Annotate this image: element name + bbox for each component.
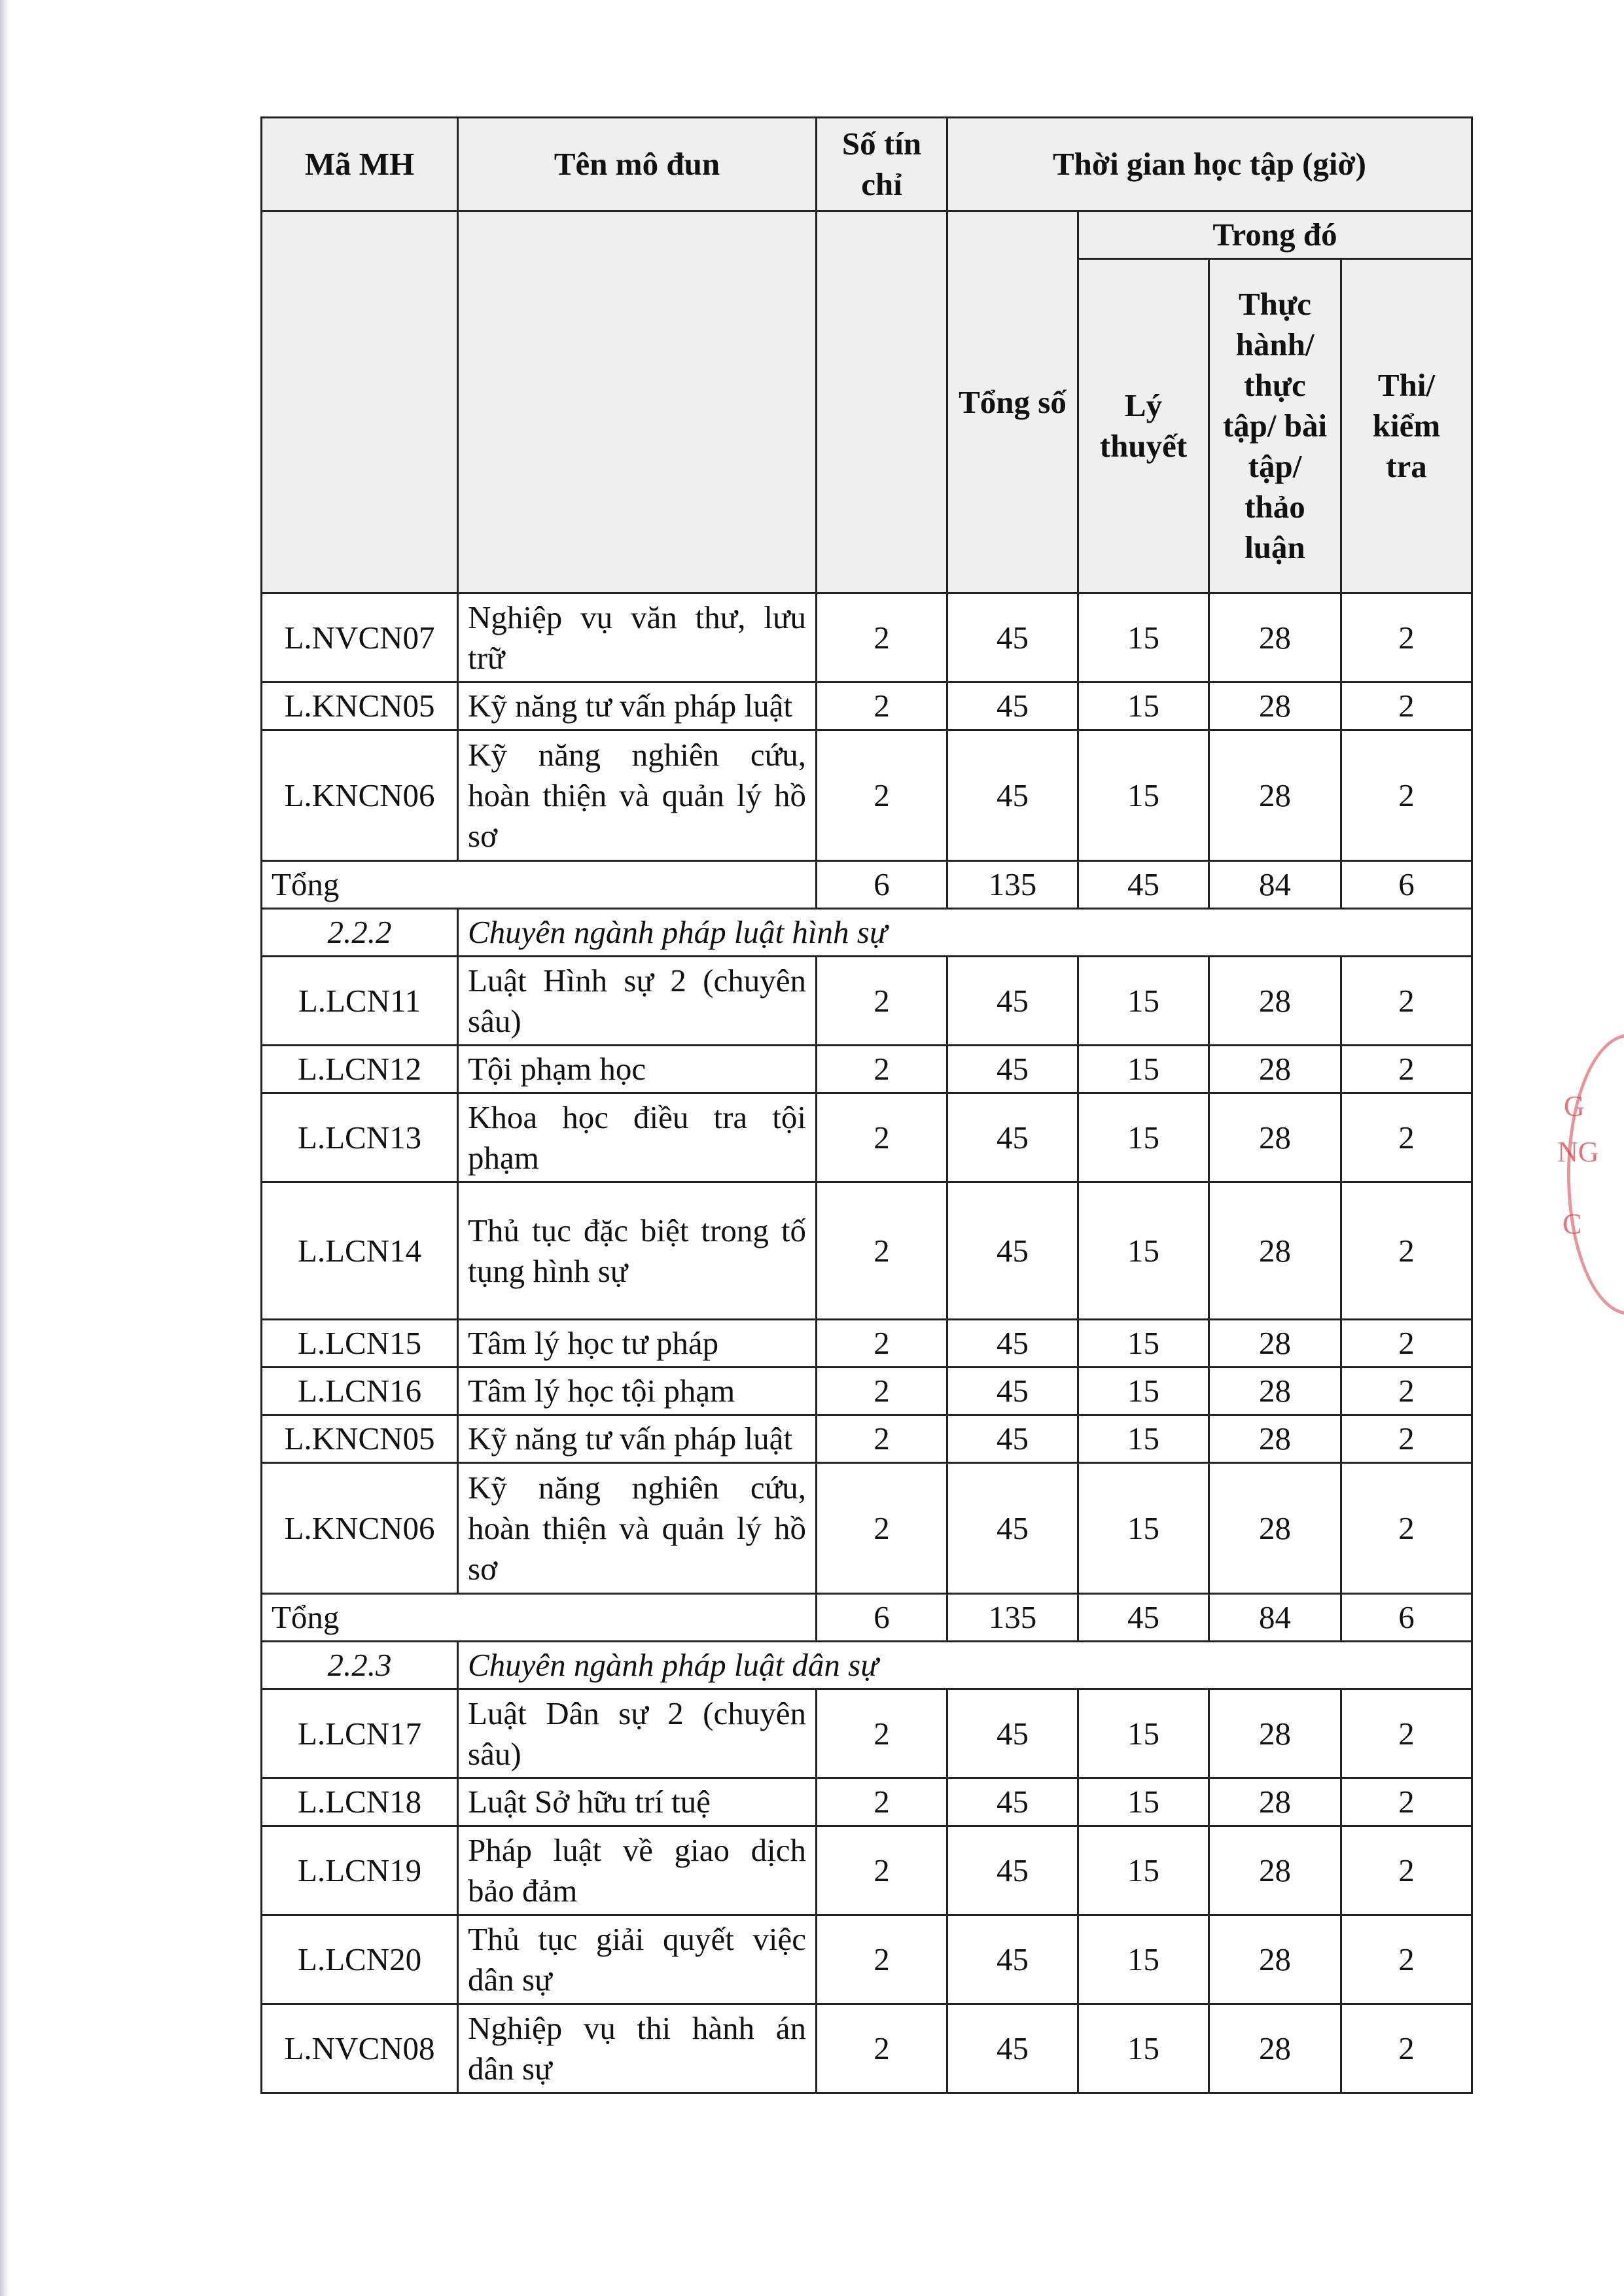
course-total-hours: 45 [947, 1093, 1078, 1182]
course-code: L.LCN15 [262, 1320, 458, 1368]
table-row [262, 1320, 1472, 1368]
course-code: L.LCN13 [262, 1093, 458, 1182]
course-credits: 2 [817, 1463, 947, 1594]
course-name: Tâm lý học tư pháp [458, 1320, 817, 1368]
course-theory-hours: 15 [1078, 1046, 1209, 1093]
course-code: L.LCN11 [262, 957, 458, 1046]
course-exam-hours: 2 [1341, 1415, 1472, 1463]
course-name: Luật Hình sự 2 (chuyên sâu) [458, 957, 817, 1046]
course-credits: 2 [817, 593, 947, 682]
course-code: L.LCN16 [262, 1368, 458, 1415]
table-row [262, 1463, 1472, 1594]
table-row [262, 1689, 1472, 1778]
course-credits: 2 [817, 1368, 947, 1415]
course-theory-hours: 15 [1078, 593, 1209, 682]
course-credits: 2 [817, 730, 947, 861]
table-row [262, 1046, 1472, 1093]
course-total-hours: 45 [947, 1915, 1078, 2004]
header-so-tin-chi: Số tín chỉ [817, 118, 947, 211]
course-name: Kỹ năng nghiên cứu, hoàn thiện và quản lý hồ sơ [458, 1463, 817, 1594]
section-title: Chuyên ngành pháp luật hình sự [458, 909, 1472, 957]
header-blank-code [262, 211, 458, 593]
header-ly-thuyet: Lý thuyết [1078, 259, 1209, 593]
total-row [262, 861, 1472, 909]
section-title: Chuyên ngành pháp luật dân sự [458, 1642, 1472, 1689]
course-credits: 2 [817, 1320, 947, 1368]
course-exam-hours: 2 [1341, 957, 1472, 1046]
stamp-fragment: C [1562, 1208, 1582, 1240]
course-total-hours: 45 [947, 1826, 1078, 1915]
header-tong-so: Tổng số [947, 211, 1078, 593]
course-practice-hours: 28 [1209, 682, 1341, 730]
course-theory-hours: 15 [1078, 730, 1209, 861]
section-id: 2.2.2 [262, 909, 458, 957]
section-row [262, 1642, 1472, 1689]
course-theory-hours: 15 [1078, 1182, 1209, 1320]
course-name: Thủ tục đặc biệt trong tố tụng hình sự [458, 1182, 817, 1320]
header-thuc-hanh: Thực hành/ thực tập/ bài tập/ thảo luận [1209, 259, 1341, 593]
course-theory-hours: 15 [1078, 1093, 1209, 1182]
total-practice: 84 [1209, 1594, 1341, 1642]
course-credits: 2 [817, 1826, 947, 1915]
table-row [262, 957, 1472, 1046]
course-credits: 2 [817, 1182, 947, 1320]
course-theory-hours: 15 [1078, 1320, 1209, 1368]
table-body [262, 593, 1472, 2093]
course-name: Nghiệp vụ văn thư, lưu trữ [458, 593, 817, 682]
course-practice-hours: 28 [1209, 957, 1341, 1046]
course-exam-hours: 2 [1341, 1368, 1472, 1415]
course-practice-hours: 28 [1209, 1778, 1341, 1826]
table-row [262, 1415, 1472, 1463]
total-hours: 135 [947, 1594, 1078, 1642]
course-practice-hours: 28 [1209, 1915, 1341, 2004]
course-theory-hours: 15 [1078, 1415, 1209, 1463]
total-credits: 6 [817, 861, 947, 909]
course-code: L.LCN19 [262, 1826, 458, 1915]
course-theory-hours: 15 [1078, 682, 1209, 730]
total-exam: 6 [1341, 1594, 1472, 1642]
course-name: Khoa học điều tra tội phạm [458, 1093, 817, 1182]
total-theory: 45 [1078, 861, 1209, 909]
header-trong-do: Trong đó [1078, 211, 1472, 259]
course-name: Nghiệp vụ thi hành án dân sự [458, 2004, 817, 2093]
course-code: L.LCN18 [262, 1778, 458, 1826]
course-theory-hours: 15 [1078, 1915, 1209, 2004]
course-name: Thủ tục giải quyết việc dân sự [458, 1915, 817, 2004]
course-exam-hours: 2 [1341, 1182, 1472, 1320]
course-code: L.KNCN06 [262, 1463, 458, 1594]
course-exam-hours: 2 [1341, 682, 1472, 730]
course-name: Kỹ năng tư vấn pháp luật [458, 1415, 817, 1463]
course-practice-hours: 28 [1209, 2004, 1341, 2093]
section-row [262, 909, 1472, 957]
total-label: Tổng [262, 1594, 817, 1642]
course-practice-hours: 28 [1209, 1182, 1341, 1320]
curriculum-table-container [260, 116, 1471, 2094]
course-exam-hours: 2 [1341, 1093, 1472, 1182]
course-practice-hours: 28 [1209, 1826, 1341, 1915]
table-header [262, 118, 1472, 593]
stamp-fragment: NG [1557, 1136, 1599, 1168]
course-total-hours: 45 [947, 1778, 1078, 1826]
scan-edge [0, 0, 9, 2296]
course-total-hours: 45 [947, 957, 1078, 1046]
course-practice-hours: 28 [1209, 1463, 1341, 1594]
course-total-hours: 45 [947, 2004, 1078, 2093]
course-credits: 2 [817, 1046, 947, 1093]
course-practice-hours: 28 [1209, 1093, 1341, 1182]
header-blank-credits [817, 211, 947, 593]
table-row [262, 1915, 1472, 2004]
course-total-hours: 45 [947, 1320, 1078, 1368]
course-theory-hours: 15 [1078, 1689, 1209, 1778]
course-theory-hours: 15 [1078, 2004, 1209, 2093]
course-total-hours: 45 [947, 1689, 1078, 1778]
course-practice-hours: 28 [1209, 1689, 1341, 1778]
course-credits: 2 [817, 1915, 947, 2004]
course-credits: 2 [817, 1778, 947, 1826]
course-name: Luật Sở hữu trí tuệ [458, 1778, 817, 1826]
curriculum-table [260, 116, 1473, 2094]
course-total-hours: 45 [947, 1368, 1078, 1415]
course-theory-hours: 15 [1078, 1368, 1209, 1415]
course-total-hours: 45 [947, 1182, 1078, 1320]
course-theory-hours: 15 [1078, 1463, 1209, 1594]
course-total-hours: 45 [947, 1463, 1078, 1594]
course-name: Luật Dân sự 2 (chuyên sâu) [458, 1689, 817, 1778]
course-theory-hours: 15 [1078, 957, 1209, 1046]
total-hours: 135 [947, 861, 1078, 909]
course-credits: 2 [817, 1689, 947, 1778]
table-row [262, 730, 1472, 861]
course-practice-hours: 28 [1209, 1415, 1341, 1463]
course-practice-hours: 28 [1209, 730, 1341, 861]
course-practice-hours: 28 [1209, 1046, 1341, 1093]
table-row [262, 682, 1472, 730]
header-ma-mh: Mã MH [262, 118, 458, 211]
course-total-hours: 45 [947, 593, 1078, 682]
stamp-fragment: G [1564, 1090, 1585, 1122]
total-credits: 6 [817, 1594, 947, 1642]
course-name: Tâm lý học tội phạm [458, 1368, 817, 1415]
header-blank-name [458, 211, 817, 593]
course-name: Pháp luật về giao dịch bảo đảm [458, 1826, 817, 1915]
course-total-hours: 45 [947, 1046, 1078, 1093]
header-thoi-gian: Thời gian học tập (giờ) [947, 118, 1472, 211]
header-thi-kiem-tra: Thi/ kiểm tra [1341, 259, 1472, 593]
course-exam-hours: 2 [1341, 1915, 1472, 2004]
course-total-hours: 45 [947, 1415, 1078, 1463]
course-theory-hours: 15 [1078, 1778, 1209, 1826]
total-row [262, 1594, 1472, 1642]
course-exam-hours: 2 [1341, 593, 1472, 682]
course-practice-hours: 28 [1209, 593, 1341, 682]
course-code: L.KNCN05 [262, 1415, 458, 1463]
course-code: L.KNCN06 [262, 730, 458, 861]
course-exam-hours: 2 [1341, 1463, 1472, 1594]
table-row [262, 1368, 1472, 1415]
course-exam-hours: 2 [1341, 2004, 1472, 2093]
course-total-hours: 45 [947, 682, 1078, 730]
course-code: L.LCN14 [262, 1182, 458, 1320]
course-credits: 2 [817, 1415, 947, 1463]
red-seal-stamp [1557, 1034, 1624, 1315]
total-exam: 6 [1341, 861, 1472, 909]
header-ten-mo-dun: Tên mô đun [458, 118, 817, 211]
course-code: L.LCN20 [262, 1915, 458, 2004]
course-practice-hours: 28 [1209, 1320, 1341, 1368]
course-name: Kỹ năng nghiên cứu, hoàn thiện và quản lý hồ sơ [458, 730, 817, 861]
course-credits: 2 [817, 957, 947, 1046]
course-credits: 2 [817, 2004, 947, 2093]
course-name: Kỹ năng tư vấn pháp luật [458, 682, 817, 730]
course-code: L.NVCN08 [262, 2004, 458, 2093]
course-name: Tội phạm học [458, 1046, 817, 1093]
course-exam-hours: 2 [1341, 1689, 1472, 1778]
course-code: L.KNCN05 [262, 682, 458, 730]
table-row [262, 1182, 1472, 1320]
course-code: L.NVCN07 [262, 593, 458, 682]
table-row [262, 1778, 1472, 1826]
table-row [262, 2004, 1472, 2093]
course-practice-hours: 28 [1209, 1368, 1341, 1415]
table-row [262, 593, 1472, 682]
course-credits: 2 [817, 1093, 947, 1182]
course-credits: 2 [817, 682, 947, 730]
total-theory: 45 [1078, 1594, 1209, 1642]
course-exam-hours: 2 [1341, 1320, 1472, 1368]
course-code: L.LCN17 [262, 1689, 458, 1778]
course-code: L.LCN12 [262, 1046, 458, 1093]
course-total-hours: 45 [947, 730, 1078, 861]
total-practice: 84 [1209, 861, 1341, 909]
course-exam-hours: 2 [1341, 1046, 1472, 1093]
course-theory-hours: 15 [1078, 1826, 1209, 1915]
course-exam-hours: 2 [1341, 1778, 1472, 1826]
course-exam-hours: 2 [1341, 1826, 1472, 1915]
section-id: 2.2.3 [262, 1642, 458, 1689]
total-label: Tổng [262, 861, 817, 909]
table-row [262, 1826, 1472, 1915]
table-row [262, 1093, 1472, 1182]
course-exam-hours: 2 [1341, 730, 1472, 861]
